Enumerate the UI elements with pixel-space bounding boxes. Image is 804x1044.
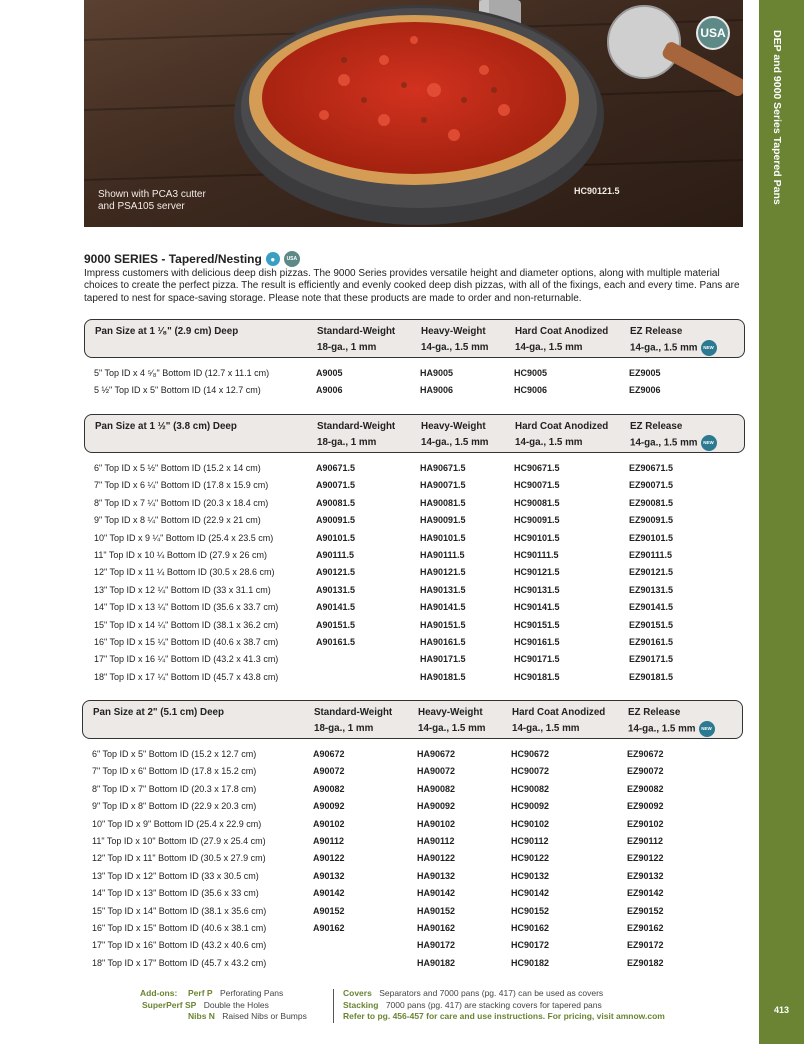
table-row [0,620,750,637]
model-cell: HC9005 [514,368,548,378]
model-cell: A90122 [313,853,345,864]
model-cell: A90671.5 [316,463,356,473]
size-cell: 17" Top ID x 16 ¼" Bottom ID (43.2 x 41.3 cm) [94,654,279,665]
model-cell: HA90672 [417,749,456,759]
table-row [0,637,750,654]
model-cell: HC90111.5 [514,549,559,560]
model-cell: EZ90671.5 [629,463,674,473]
pan-size-label: Pan Size at 1 ½" (3.8 cm) Deep [95,421,237,432]
model-cell: HA90101.5 [420,532,466,543]
size-cell: 14" Top ID x 13 ¼" Bottom ID (35.6 x 33.7 cm) [94,602,279,613]
model-cell: HC90092 [511,801,550,812]
column-title: Hard Coat Anodized [512,707,606,718]
model-cell: HA90102 [417,818,456,829]
column-gauge [314,721,392,737]
model-cell: A90161.5 [316,636,356,647]
model-cell: EZ90112 [627,835,664,846]
note-covers [343,988,603,1000]
column-title: Standard-Weight [317,326,396,337]
model-cell: HC90132 [511,870,550,881]
column-gauge [418,721,486,737]
column-gauge [317,435,395,451]
model-cell: A90151.5 [316,619,356,630]
column-header [515,324,608,356]
gauge-text: 14-ga., 1.5 mm [421,437,489,448]
model-cell: A90152 [313,905,345,916]
model-cell: EZ9006 [629,385,661,396]
gauge-text: 18-ga., 1 mm [317,437,377,448]
model-cell: HA90142 [417,888,456,899]
column-title: Hard Coat Anodized [515,326,609,337]
size-cell: 11" Top ID x 10 ¼ Bottom ID (27.9 x 26 cm) [94,549,267,560]
column-title: Standard-Weight [317,421,396,432]
model-cell: A90121.5 [316,567,356,578]
column-title: EZ Release [628,707,681,718]
note-text: Separators and 7000 pans (pg. 417) can be used as covers [379,988,604,998]
size-cell: 11" Top ID x 10" Bottom ID (27.9 x 25.4 cm) [92,835,266,846]
size-cell: 12" Top ID x 11" Bottom ID (30.5 x 27.9 cm) [92,853,266,864]
addon-item [188,1011,307,1023]
column-gauge [421,340,489,356]
model-cell: HA90182 [417,957,456,968]
model-cell: HA90161.5 [420,636,466,647]
care-note [343,1011,665,1023]
gauge-text: 14-ga., 1.5 mm [630,342,698,354]
table-row [0,498,750,515]
caption-line-1: Shown with PCA3 cutter [98,189,206,200]
model-cell: A90071.5 [316,480,356,491]
table-row [0,784,750,801]
size-cell: 6" Top ID x 5" Bottom ID (15.2 x 12.7 cm) [92,749,257,759]
table-row [0,567,750,584]
column-header [317,324,395,356]
model-cell: HA90671.5 [420,463,466,473]
model-cell: HA90132 [417,870,456,881]
model-cell: HA90172 [417,940,456,951]
care-text: Refer to pg. 456-457 for care and use instructions. For pricing, visit amnow.com [343,1011,665,1021]
column-title: EZ Release [630,421,683,432]
column-gauge [628,721,715,738]
model-cell: HC90122 [511,853,550,864]
addon-code: Nibs N [188,1011,215,1021]
model-cell: HA90151.5 [420,619,466,630]
table-body [0,463,750,689]
table-header [82,700,743,739]
usa-icon: USA [284,251,300,267]
size-cell: 9" Top ID x 8 ¼" Bottom ID (22.9 x 21 cm) [94,515,261,526]
note-key: Stacking [343,999,379,1010]
pan-size-label: Pan Size at 2" (5.1 cm) Deep [93,707,224,718]
table-body [0,749,750,975]
column-header [628,705,715,738]
side-title: DEP and 9000 Series Tapered Pans [771,30,783,205]
table-row [0,550,750,567]
water-drop-icon: ● [266,252,280,266]
model-cell: HA9005 [420,368,454,378]
model-cell: HC90171.5 [514,654,560,665]
model-cell: HC9006 [514,385,548,396]
model-cell: HC90671.5 [514,463,560,473]
addon-desc: Raised Nibs or Bumps [222,1011,307,1021]
caption-line-2: and PSA105 server [98,201,185,212]
model-cell: HA90181.5 [420,671,466,682]
model-cell: EZ90132 [627,870,664,881]
gauge-text: 14-ga., 1.5 mm [512,723,580,734]
model-cell: EZ90101.5 [629,532,674,543]
model-cell: HA90111.5 [420,549,465,560]
model-cell: HA9006 [420,385,454,396]
model-cell: HC90152 [511,905,550,916]
column-gauge [317,340,395,356]
model-cell: HC90071.5 [514,480,560,491]
model-cell: HA90112 [417,835,455,846]
pan-size-label: Pan Size at 1 ¹⁄₈" (2.9 cm) Deep [95,326,239,337]
table-row [0,533,750,550]
table-row [0,801,750,818]
size-cell: 18" Top ID x 17 ¼" Bottom ID (45.7 x 43.8 cm) [94,671,279,682]
size-cell: 18" Top ID x 17" Bottom ID (45.7 x 43.2 cm) [92,957,267,968]
size-cell: 13" Top ID x 12" Bottom ID (33 x 30.5 cm) [92,870,259,881]
table-row [0,958,750,975]
size-cell: 14" Top ID x 13" Bottom ID (35.6 x 33 cm) [92,888,259,899]
photo-caption [98,189,206,213]
section-intro: Impress customers with delicious deep dish pizzas. The 9000 Series provides versatile height and diameter options, along with multiple material choices to create the perfect pizza. The result is efficiently and evenly cooked deep dish pizzas, with all of the fixings, each and every time. Pans are tapered to nest for space-saving storage. Please note that these products are made to order and non-returnable. [84,268,740,304]
column-header [421,324,489,356]
model-cell: HC90082 [511,783,550,794]
model-cell: EZ90151.5 [629,619,674,630]
table-row [0,853,750,870]
model-cell: HA90081.5 [420,497,466,508]
table-row [0,940,750,957]
model-cell: EZ90172 [627,940,664,951]
column-gauge [515,435,608,451]
table-row [0,385,750,402]
model-cell: A9005 [316,368,343,378]
model-cell: HA90092 [417,801,456,812]
model-cell: A90072 [313,766,345,777]
table-row [0,819,750,836]
addon-code: Perf P [188,988,213,998]
gauge-text: 14-ga., 1.5 mm [515,342,583,353]
table-row [0,463,750,480]
model-cell: A90112 [313,835,345,846]
model-cell: EZ90122 [627,853,664,864]
model-cell: A90141.5 [316,602,356,613]
model-cell: EZ90121.5 [629,567,674,578]
gauge-text: 14-ga., 1.5 mm [628,723,696,735]
model-cell: A90091.5 [316,515,356,526]
model-cell: EZ90152 [627,905,664,916]
model-cell: A90672 [313,749,345,759]
model-cell: EZ90141.5 [629,602,674,613]
table-row [0,602,750,619]
photo-model-label: HC90121.5 [574,186,620,196]
table-row [0,923,750,940]
model-cell: EZ90072 [627,766,664,777]
model-cell: HC90142 [511,888,550,899]
model-cell: HC90072 [511,766,550,777]
section-heading [84,251,300,267]
model-cell: HC90181.5 [514,671,560,682]
table-row [0,888,750,905]
section-side-band [759,0,804,1044]
table-row [0,906,750,923]
model-cell: A90142 [313,888,345,899]
model-cell: A90132 [313,870,345,881]
model-cell: HC90141.5 [514,602,560,613]
column-title: EZ Release [630,326,683,337]
column-title: Heavy-Weight [421,421,486,432]
size-cell: 10" Top ID x 9 ¼" Bottom ID (25.4 x 23.5 cm) [94,532,274,543]
page-number: 413 [773,1005,790,1015]
model-cell: A90082 [313,783,345,794]
model-cell: EZ90171.5 [629,654,674,665]
model-cell: EZ9005 [629,368,661,378]
model-cell: HA90162 [417,922,456,933]
column-title: Heavy-Weight [421,326,486,337]
column-gauge [630,340,717,357]
table-row [0,836,750,853]
addon-item [188,988,283,1000]
size-cell: 10" Top ID x 9" Bottom ID (25.4 x 22.9 cm) [92,818,262,829]
model-cell: A90092 [313,801,345,812]
column-header [418,705,486,737]
model-cell: A90102 [313,818,345,829]
model-cell: HC90081.5 [514,497,560,508]
model-cell: EZ90161.5 [629,636,674,647]
model-cell: HC90172 [511,940,550,951]
model-cell: HC90151.5 [514,619,560,630]
table-row [0,749,750,766]
model-cell: EZ90182 [627,957,664,968]
model-cell: HC90121.5 [514,567,560,578]
note-stacking [343,1000,602,1012]
model-cell: HA90141.5 [420,602,466,613]
model-cell: HA90171.5 [420,654,466,665]
gauge-text: 14-ga., 1.5 mm [515,437,583,448]
model-cell: EZ90091.5 [629,515,674,526]
model-cell: HC90182 [511,957,550,968]
size-cell: 13" Top ID x 12 ¼" Bottom ID (33 x 31.1 cm) [94,584,271,595]
note-key: Covers [343,988,372,998]
model-cell: A90162 [313,922,345,933]
addon-item [142,1000,269,1012]
column-header [314,705,392,737]
model-cell: A90081.5 [316,497,356,508]
addons-label: Add-ons: [140,988,178,998]
column-gauge [512,721,605,737]
size-cell: 8" Top ID x 7 ¼" Bottom ID (20.3 x 18.4 cm) [94,497,269,508]
size-cell: 5" Top ID x 4 ⁵⁄₈" Bottom ID (12.7 x 11.1 cm) [94,368,270,378]
model-cell: HA90131.5 [420,584,466,595]
section-title: 9000 SERIES - Tapered/Nesting [84,252,262,266]
size-cell: 5 ½" Top ID x 5" Bottom ID (14 x 12.7 cm) [94,385,261,396]
model-cell: A90131.5 [316,584,356,595]
model-cell: EZ90142 [627,888,664,899]
gauge-text: 14-ga., 1.5 mm [418,723,486,734]
gauge-text: 14-ga., 1.5 mm [421,342,489,353]
model-cell: HC90162 [511,922,550,933]
model-cell: HC90112 [511,835,549,846]
size-cell: 6" Top ID x 5 ½" Bottom ID (15.2 x 14 cm) [94,463,261,473]
table-row [0,480,750,497]
table-row [0,672,750,689]
model-cell: A9006 [316,385,343,396]
column-title: Standard-Weight [314,707,393,718]
model-cell: EZ90111.5 [629,549,673,560]
model-cell: HC90091.5 [514,515,560,526]
model-cell: EZ90081.5 [629,497,674,508]
addon-code: SuperPerf SP [142,999,197,1010]
gauge-text: 18-ga., 1 mm [314,723,374,734]
model-cell: HA90091.5 [420,515,466,526]
model-cell: EZ90092 [627,801,664,812]
gauge-text: 14-ga., 1.5 mm [630,437,698,449]
hero-photo [84,0,743,227]
note-text: 7000 pans (pg. 417) are stacking covers for tapered pans [385,999,602,1010]
column-header [515,419,608,451]
table-row [0,654,750,671]
model-cell: A90111.5 [316,549,355,560]
addon-desc: Perforating Pans [219,988,284,998]
model-cell: HA90072 [417,766,456,777]
new-badge: NEW [701,340,717,356]
model-cell: HA90082 [417,783,456,794]
table-row [0,515,750,532]
column-gauge [630,435,717,452]
size-cell: 7" Top ID x 6 ¼" Bottom ID (17.8 x 15.9 cm) [94,480,269,491]
table-body [0,368,750,403]
size-cell: 9" Top ID x 8" Bottom ID (22.9 x 20.3 cm) [92,801,257,812]
model-cell: HC90101.5 [514,532,560,543]
model-cell: HC90161.5 [514,636,560,647]
column-title: Hard Coat Anodized [515,421,609,432]
size-cell: 15" Top ID x 14 ¼" Bottom ID (38.1 x 36.2 cm) [94,619,279,630]
model-cell: A90101.5 [316,532,356,543]
addon-desc: Double the Holes [203,999,269,1010]
model-cell: EZ90672 [627,749,664,759]
size-cell: 8" Top ID x 7" Bottom ID (20.3 x 17.8 cm) [92,783,257,794]
column-header [512,705,605,737]
column-title: Heavy-Weight [418,707,483,718]
model-cell: HA90122 [417,853,456,864]
model-cell: EZ90162 [627,922,664,933]
model-cell: EZ90181.5 [629,671,674,682]
column-header [317,419,395,451]
model-cell: EZ90071.5 [629,480,674,491]
model-cell: HA90121.5 [420,567,466,578]
model-cell: EZ90131.5 [629,584,674,595]
model-cell: HC90672 [511,749,550,759]
column-gauge [515,340,608,356]
table-row [0,585,750,602]
column-header [630,324,717,357]
model-cell: HA90071.5 [420,480,466,491]
model-cell: HC90102 [511,818,550,829]
size-cell: 16" Top ID x 15" Bottom ID (40.6 x 38.1 cm) [92,922,267,933]
new-badge: NEW [699,721,715,737]
model-cell: EZ90102 [627,818,664,829]
footer-divider [333,989,334,1023]
gauge-text: 18-ga., 1 mm [317,342,377,353]
table-header [84,414,745,453]
size-cell: 16" Top ID x 15 ¼" Bottom ID (40.6 x 38.7 cm) [94,636,279,647]
column-header [630,419,717,452]
column-header [421,419,489,451]
size-cell: 7" Top ID x 6" Bottom ID (17.8 x 15.2 cm) [92,766,257,777]
model-cell: EZ90082 [627,783,664,794]
new-badge: NEW [701,435,717,451]
model-cell: HC90131.5 [514,584,560,595]
model-cell: HA90152 [417,905,456,916]
table-row [0,766,750,783]
size-cell: 12" Top ID x 11 ¼ Bottom ID (30.5 x 28.6 cm) [94,567,275,578]
usa-badge: USA [696,16,730,50]
size-cell: 15" Top ID x 14" Bottom ID (38.1 x 35.6 cm) [92,905,267,916]
table-header [84,319,745,358]
table-row [0,871,750,888]
size-cell: 17" Top ID x 16" Bottom ID (43.2 x 40.6 cm) [92,940,267,951]
table-row [0,368,750,385]
column-gauge [421,435,489,451]
